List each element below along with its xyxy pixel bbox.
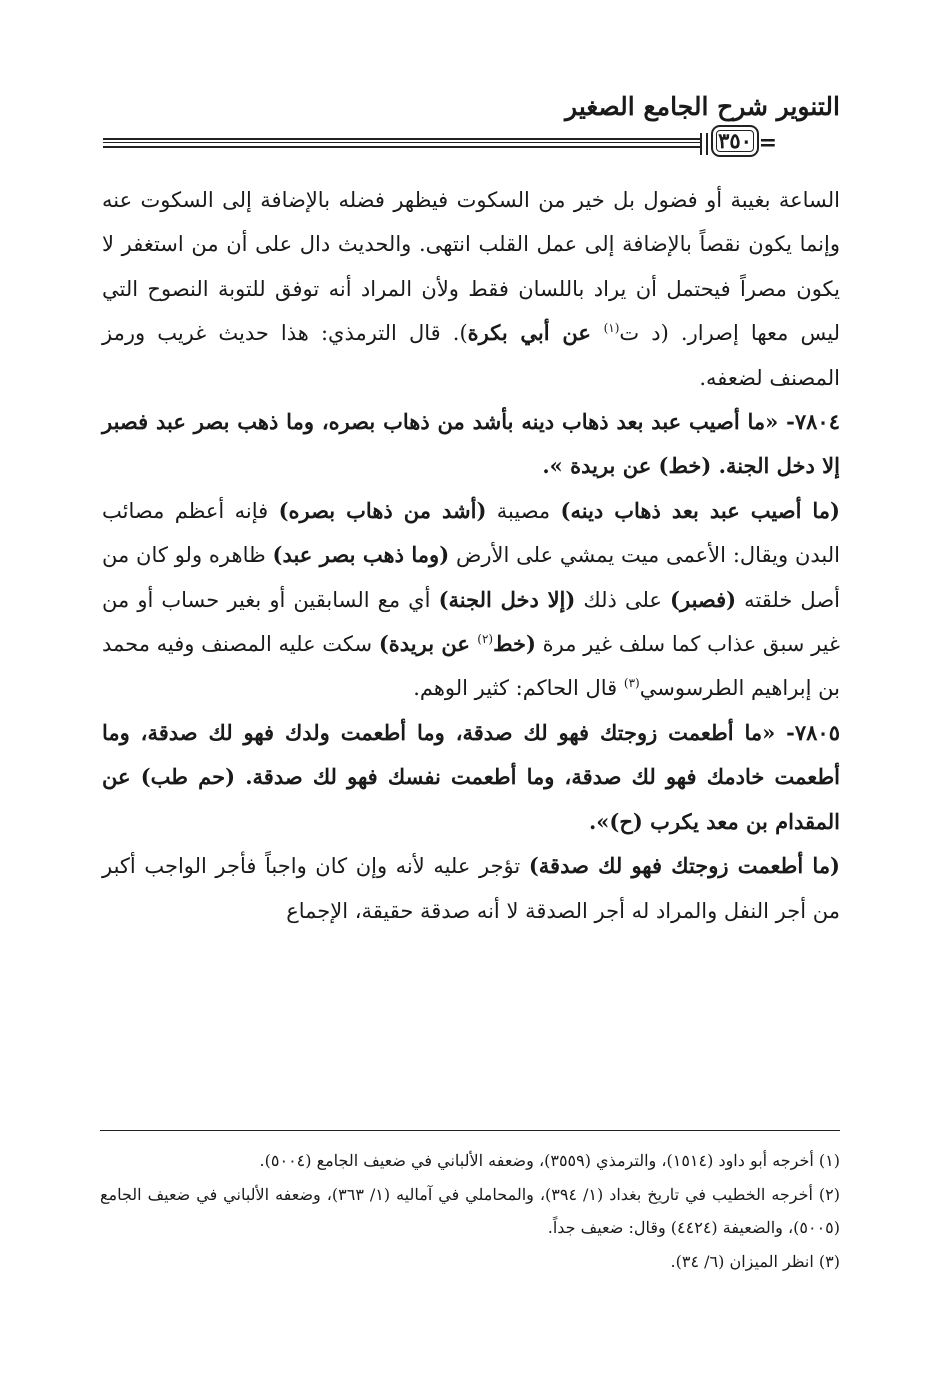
quoted-text: (إلا دخل الجنة) [438, 586, 576, 612]
page-number: ٣٥٠ [711, 125, 759, 157]
quoted-text: (وما ذهب بصر عبد) [272, 542, 450, 568]
footnote-1: (١) أخرجه أبو داود (١٥١٤)، والترمذي (٣٥٥٩)، وضعفه الألباني في ضعيف الجامع (٥٠٠٤). [259, 1151, 840, 1170]
source-ref: (خط [493, 631, 536, 657]
narrator: عن بريدة) [378, 631, 478, 657]
footnotes [100, 1144, 840, 1278]
hadith-7804: ٧٨٠٤- «ما أصيب عبد بعد ذهاب دينه بأشد من ذهاب بصره، وما ذهب بصر عبد فصبر إلا دخل الجنة. (خط) عن بريدة ». [102, 409, 840, 479]
commentary-paragraph [102, 178, 840, 400]
commentary-text: أي مع السابقين أو بغير حساب أو من غير سبق عذاب كما سلف غير مرة [102, 587, 840, 657]
quoted-text: (ما أصيب عبد بعد ذهاب دينه) [560, 497, 840, 523]
commentary-text: سكت عليه المصنف وفيه محمد بن إبراهيم الطرسوسي [102, 632, 840, 701]
commentary-paragraph [102, 844, 840, 933]
commentary-text: فإنه أعظم مصائب البدن ويقال: الأعمى ميت يمشي على الأرض [102, 498, 840, 568]
main-text [102, 178, 840, 933]
footnote-2: (٢) أخرجه الخطيب في تاريخ بغداد (١/ ٣٩٤)، والمحاملي في آماليه (١/ ٣٦٣)، وضعفه الألباني في ضعيف الجامع (٥٠٠٥)، والضعيفة (٤٤٢٤) وقال: ضعيف جداً. [100, 1184, 840, 1237]
commentary-text: على ذلك [575, 587, 671, 612]
narrator: عن أبي بكرة [467, 320, 604, 346]
hadith-7805: ٧٨٠٥- «ما أطعمت زوجتك فهو لك صدقة، وما أطعمت ولدك فهو لك صدقة، وما أطعمت خادمك فهو لك صدقة، وما أطعمت نفسك فهو لك صدقة. (حم طب) عن المقدام بن معد يكرب (ح)». [102, 719, 840, 834]
header-mark: = [758, 130, 777, 156]
footnote-ref: (٣) [623, 676, 640, 691]
header-rule [103, 138, 701, 148]
page-number-ornament [700, 133, 708, 155]
commentary-text: تؤجر عليه لأنه وإن كان واجباً فأجر الواجب أكبر من أجر النفل والمراد له أجر الصدقة لا أنه صدقة حقيقة، الإجماع [102, 854, 840, 923]
commentary-paragraph [102, 489, 840, 711]
commentary-text: الساعة بغيبة أو فضول بل خير من السكوت فيظهر فضله بالإضافة إلى السكوت عنه وإنما يكون نقصاً بالإضافة إلى عمل القلب انتهى. والحديث دال على أن من استغفر لا يكون مصراً فيحتمل أن يراد باللسان فقط ولأن المراد أنه توفق للتوبة النصوح التي ليس معها إصرار. (د ت [102, 188, 840, 346]
commentary-text: ). قال الترمذي: هذا حديث غريب ورمز المصنف لضعفه. [102, 321, 840, 390]
quoted-text: (ما أطعمت زوجتك فهو لك صدقة) [528, 853, 840, 879]
footnote-ref: (١) [603, 321, 620, 336]
commentary-text: ظاهره ولو كان من أصل خلقته [102, 543, 840, 612]
footnote-ref: (٢) [477, 632, 494, 647]
quoted-text: (فصبر) [670, 586, 737, 612]
commentary-text: مصيبة [486, 498, 561, 523]
commentary-text: قال الحاكم: كثير الوهم. [413, 676, 624, 701]
footnote-rule [100, 1130, 840, 1131]
quoted-text: (أشد من ذهاب بصره) [278, 497, 487, 523]
footnote-3: (٣) انظر الميزان (٦/ ٣٤). [670, 1251, 840, 1271]
running-title: التنوير شرح الجامع الصغير [565, 92, 840, 121]
